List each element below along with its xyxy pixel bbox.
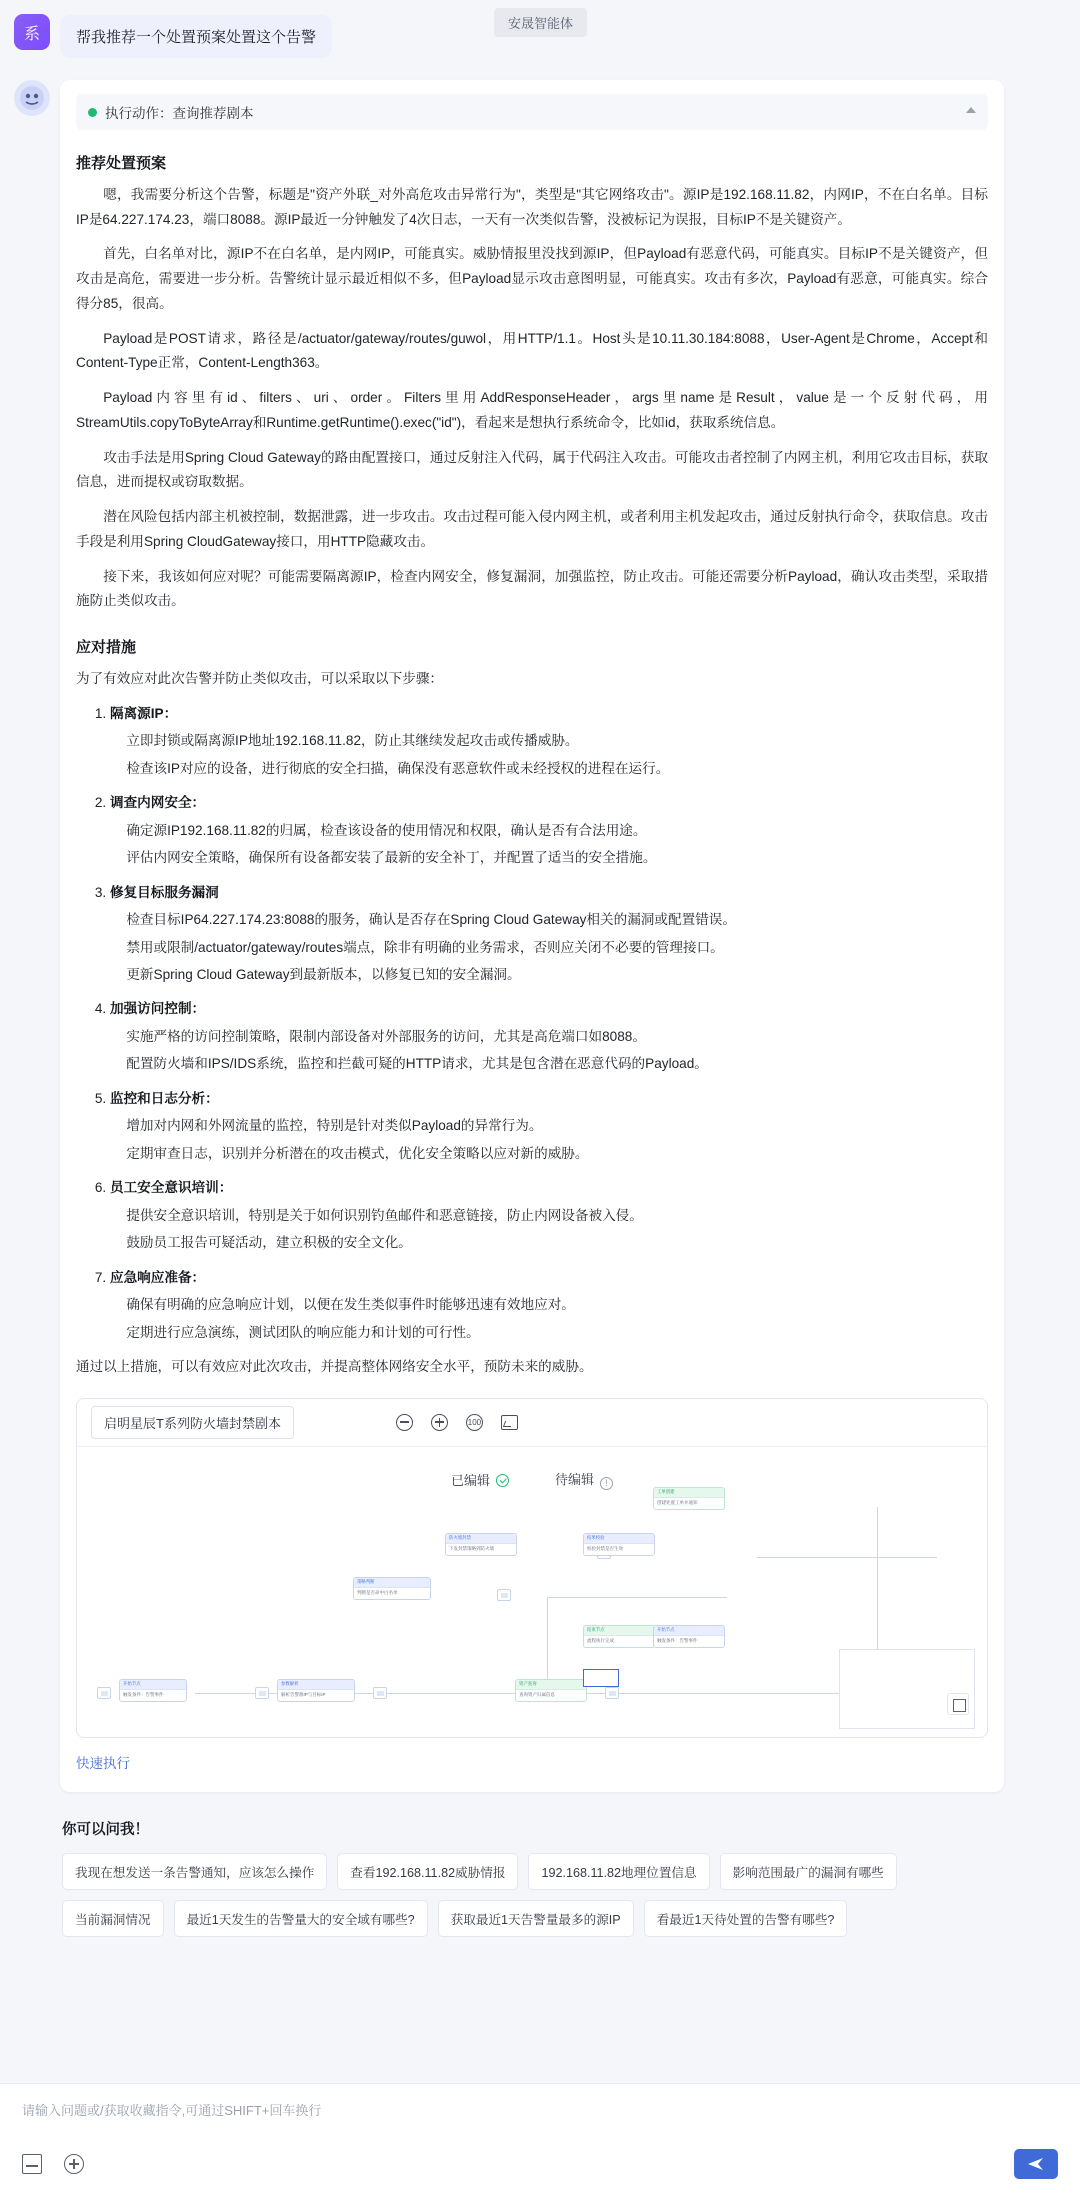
flow-connector[interactable]: [497, 1589, 511, 1601]
flow-node[interactable]: [583, 1533, 655, 1556]
composer-placeholder[interactable]: 请输入问题或/获取收藏指令,可通过SHIFT+回车换行: [22, 2103, 322, 2118]
suggestion-chip[interactable]: 看最近1天待处置的告警有哪些?: [644, 1900, 848, 1937]
assistant-message-row: [0, 58, 1080, 1792]
flow-toolbar: [77, 1399, 987, 1447]
legend-pending: 待编辑 !: [555, 1469, 613, 1490]
step-title: 加强访问控制：: [110, 1001, 206, 1017]
chevron-up-icon[interactable]: [966, 107, 976, 113]
report-paragraph: 潜在风险包括内部主机被控制，数据泄露，进一步攻击。攻击过程可能入侵内网主机，或者利用主机发起攻击，通过反射执行命令，获取信息。攻击手段是利用Spring CloudGateway接口，用HTTP隐藏攻击。: [76, 509, 988, 549]
attach-icon[interactable]: [64, 2154, 84, 2174]
flow-node-title: 工单创建: [654, 1488, 724, 1498]
app-badge: 安晟智能体: [494, 8, 587, 37]
flow-node-title: 开始节点: [120, 1680, 186, 1690]
flow-edge: [547, 1597, 727, 1598]
suggestion-chip[interactable]: 当前漏洞情况: [62, 1900, 164, 1937]
flow-connector[interactable]: [373, 1687, 387, 1699]
flow-node-title: 策略判断: [354, 1578, 430, 1588]
flow-node[interactable]: [515, 1679, 587, 1702]
report-paragraph: Payload是POST请求，路径是/actuator/gateway/routes/guwol，用HTTP/1.1。Host头是10.11.30.184:8088，User-Agent是Chrome，Accept和Content-Type正常，Content-Length363。: [76, 330, 988, 371]
flow-node-title: 参数解析: [278, 1680, 354, 1690]
step-title: 调查内网安全：: [110, 795, 206, 811]
assistant-answer-card: [60, 80, 1004, 1792]
suggestion-chip[interactable]: 查看192.168.11.82威胁情报: [337, 1853, 518, 1890]
selection-box[interactable]: [583, 1669, 619, 1687]
step-title: 监控和日志分析：: [110, 1090, 219, 1106]
flow-node-body: 触发条件：告警事件: [123, 1691, 164, 1697]
step-line: 定期审查日志，识别并分析潜在的攻击模式，优化安全策略以应对新的威胁。: [126, 1145, 589, 1161]
flow-node-body: 判断是否命中白名单: [357, 1589, 398, 1595]
user-message-bubble: 帮我推荐一个处置预案处置这个告警: [60, 15, 332, 58]
playbook-name[interactable]: 启明星辰T系列防火墙封禁剧本: [91, 1406, 294, 1439]
list-item: [110, 881, 988, 988]
flow-node-body: 查询资产归属信息: [519, 1691, 555, 1697]
message-composer: [0, 2083, 1080, 2193]
step-line: 提供安全意识培训，特别是关于如何识别钓鱼邮件和恶意链接，防止内网设备被入侵。: [126, 1207, 643, 1223]
list-item: [110, 791, 988, 870]
report-conclusion: 通过以上措施，可以有效应对此次攻击，并提高整体网络安全水平，预防未来的威胁。: [76, 1359, 593, 1375]
suggestion-chip[interactable]: 192.168.11.82地理位置信息: [528, 1853, 709, 1890]
flow-connector[interactable]: [97, 1687, 111, 1699]
flow-node[interactable]: [653, 1625, 725, 1648]
step-line: 确定源IP192.168.11.82的归属，检查该设备的使用情况和权限，确认是否有合法用途。: [126, 822, 647, 838]
zoom-level-value: 100: [467, 1417, 482, 1427]
measures-intro: 为了有效应对此次告警并防止类似攻击，可以采取以下步骤：: [76, 671, 444, 687]
send-button[interactable]: [1014, 2149, 1058, 2179]
zoom-level-icon[interactable]: [466, 1414, 483, 1431]
step-line: 实施严格的访问控制策略，限制内部设备对外部服务的访问，尤其是高危端口如8088。: [126, 1028, 646, 1044]
report-paragraph: Payload内容里有id、filters、uri、order。Filters里用AddResponseHeader，args里name是Result，value是一个反射代码，用StreamUtils.copyToByteArray和Runtime.getRuntime().exec("id")，看起来是想执行系统命令，比如id，获取系统信息。: [76, 390, 988, 430]
suggestions-section: [0, 1792, 1010, 1937]
flow-node-title: 结果校验: [584, 1534, 654, 1544]
step-line: 定期进行应急演练，测试团队的响应能力和计划的可行性。: [126, 1324, 480, 1340]
step-line: 配置防火墙和IPS/IDS系统，监控和拦截可疑的HTTP请求，尤其是包含潜在恶意代码的Payload。: [126, 1056, 708, 1072]
flow-node[interactable]: [277, 1679, 355, 1702]
avatar-user: 系: [14, 14, 50, 50]
legend-done: 已编辑: [451, 1470, 509, 1489]
flow-node-title: 结束节点: [584, 1626, 654, 1636]
step-line: 更新Spring Cloud Gateway到最新版本，以修复已知的安全漏洞。: [126, 966, 521, 982]
report-paragraph: 攻击手法是用Spring Cloud Gateway的路由配置接口，通过反射注入代码，属于代码注入攻击。可能攻击者控制了内网主机，利用它攻击目标，获取信息，进而提权或窃取数据。: [76, 449, 988, 490]
step-line: 禁用或限制/actuator/gateway/routes端点，除非有明确的业务需求，否则应关闭不必要的管理接口。: [126, 939, 724, 955]
step-title: 隔离源IP：: [110, 705, 178, 721]
zoom-in-icon[interactable]: [431, 1414, 448, 1431]
playbook-flow-widget: [76, 1398, 988, 1738]
step-line: 评估内网安全策略，确保所有设备都安装了最新的安全补丁，并配置了适当的安全措施。: [126, 850, 657, 866]
flow-node[interactable]: [119, 1679, 187, 1702]
step-title: 员工安全意识培训：: [110, 1180, 233, 1196]
quick-execute-link[interactable]: 快速执行: [76, 1755, 130, 1771]
flow-node[interactable]: [653, 1487, 725, 1510]
measure-step-list: [76, 702, 988, 1345]
flow-node-body: 下发封禁策略到防火墙: [449, 1545, 494, 1551]
report-title: 推荐处置预案: [76, 155, 167, 172]
suggestion-chip[interactable]: 最近1天发生的告警量大的安全域有哪些?: [174, 1900, 428, 1937]
flow-connector[interactable]: [605, 1687, 619, 1699]
fit-view-icon[interactable]: [501, 1415, 518, 1430]
measures-title: 应对措施: [76, 639, 137, 657]
flow-node[interactable]: [445, 1533, 517, 1556]
report-paragraph: 嗯，我需要分析这个告警，标题是"资产外联_对外高危攻击异常行为"，类型是"其它网络攻击"。源IP是192.168.11.82，内网IP，不在白名单。目标IP是64.227.174.23，端口8088。源IP最近一分钟触发了4次日志，一天有一次类似告警，没被标记为误报，目标IP不是关键资产。: [76, 187, 988, 227]
list-item: [110, 702, 988, 781]
status-dot-icon: [88, 108, 97, 117]
flow-node-body: 流程执行完成: [587, 1637, 614, 1643]
check-icon: [496, 1474, 509, 1487]
flow-node-body: 解析告警源IP与目标IP: [281, 1691, 326, 1697]
list-item: [110, 1087, 988, 1166]
composer-actions: [22, 2149, 1058, 2179]
step-line: 检查目标IP64.227.174.23:8088的服务，确认是否存在Spring Cloud Gateway相关的漏洞或配置错误。: [126, 912, 736, 928]
flow-node-body: 创建处置工单并通知: [657, 1499, 698, 1505]
step-title: 修复目标服务漏洞: [110, 884, 219, 900]
step-line: 确保有明确的应急响应计划，以便在发生类似事件时能够迅速有效地应对。: [126, 1297, 575, 1313]
step-line: 检查该IP对应的设备，进行彻底的安全扫描，确保没有恶意软件或未经授权的进程在运行。: [126, 760, 670, 776]
flow-canvas[interactable]: [77, 1447, 987, 1737]
list-item: [110, 997, 988, 1076]
flow-edge: [757, 1557, 937, 1558]
report-paragraph: 接下来，我该如何应对呢？可能需要隔离源IP，检查内网安全，修复漏洞，加强监控，防止攻击。可能还需要分析Payload，确认攻击类型，采取措施防止类似攻击。: [76, 568, 988, 609]
list-item: [110, 1266, 988, 1345]
suggestion-chip[interactable]: 获取最近1天告警量最多的源IP: [438, 1900, 634, 1937]
saved-commands-icon[interactable]: [22, 2154, 42, 2174]
flow-node-title: 开始节点: [654, 1626, 724, 1636]
list-item: [110, 1176, 988, 1255]
action-status-bar[interactable]: [76, 94, 988, 130]
suggestions-title: 你可以问我！: [62, 1821, 149, 1838]
step-title: 应急响应准备：: [110, 1269, 206, 1285]
step-line: 立即封锁或隔离源IP地址192.168.11.82，防止其继续发起攻击或传播威胁。: [126, 733, 579, 749]
suggestion-chip[interactable]: 影响范围最广的漏洞有哪些: [720, 1853, 897, 1890]
step-line: 鼓励员工报告可疑活动，建立积极的安全文化。: [126, 1235, 412, 1251]
flow-legend: [451, 1469, 613, 1490]
zoom-out-icon[interactable]: [396, 1414, 413, 1431]
flow-node-title: 防火墙封禁: [446, 1534, 516, 1544]
flow-tool-icons: [396, 1414, 518, 1431]
flow-node[interactable]: [583, 1625, 655, 1648]
flow-connector[interactable]: [255, 1687, 269, 1699]
flow-node-body: 校验封禁是否生效: [587, 1545, 623, 1551]
suggestion-chip[interactable]: 我现在想发送一条告警通知，应该怎么操作: [62, 1853, 327, 1890]
flow-node-body: 触发条件：告警事件: [657, 1637, 698, 1643]
suggestion-chip-list: [62, 1853, 992, 1937]
flow-node[interactable]: [353, 1577, 431, 1600]
expand-icon[interactable]: [947, 1693, 969, 1715]
avatar-assistant: [14, 80, 50, 116]
action-label: 执行动作：查询推荐剧本: [105, 106, 254, 121]
report-paragraph: 首先，白名单对比，源IP不在白名单，是内网IP，可能真实。威胁情报里没找到源IP，但Payload有恶意代码，可能真实。目标IP不是关键资产，但攻击是高危，需要进一步分析。告警统计显示最近相似不多，但Payload显示攻击意图明显，可能真实。攻击有多次，Payload有恶意，可能真实。综合得分85，很高。: [76, 246, 988, 311]
flow-minimap[interactable]: [839, 1649, 975, 1729]
step-line: 增加对内网和外网流量的监控，特别是针对类似Payload的异常行为。: [126, 1118, 543, 1134]
exclamation-icon: !: [600, 1477, 613, 1490]
flow-node-title: 资产查询: [516, 1680, 586, 1690]
